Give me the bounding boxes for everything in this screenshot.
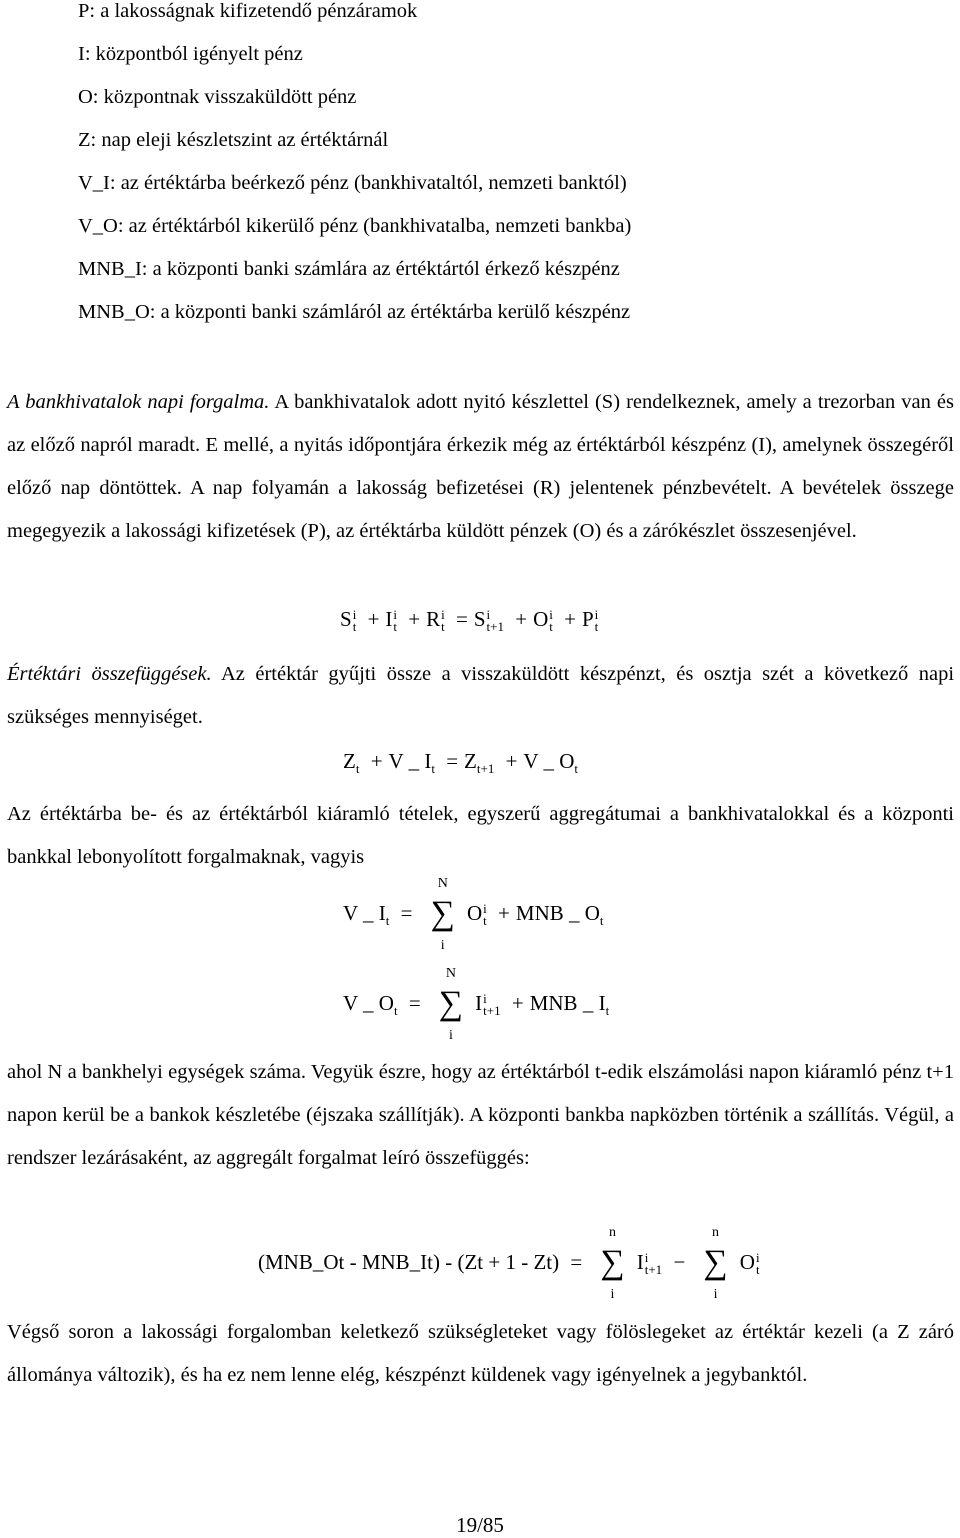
sum-icon: n ∑ i [600, 1225, 625, 1302]
definition-line: O: központnak visszaküldött pénz [78, 86, 357, 108]
paragraph-text: A bankhivatalok adott nyitó készlettel (S) rendelkeznek, amely a trezorban van és az előző napról maradt. E mellé, a nyitás időpontjára érkezik még az értéktárból készpénz (I), amelynek összegéről előző nap döntöttek. A nap folyamán a lakosság befizetései (R) jelentenek pénzbevételt. A bevételek összege megegyezik a lakossági kifizetések (P), az értéktárba küldött pénzek (O) és a zárókészlet összesenjével. [7, 391, 954, 542]
page-number: 19/85 [456, 1513, 504, 1537]
definition-line: I: központból igényelt pénz [78, 43, 303, 65]
sum-icon: N ∑ i [438, 966, 464, 1043]
definition-line: V_I: az értéktárba beérkező pénz (bankhivataltól, nemzeti banktól) [78, 172, 627, 194]
definition-line: Z: nap eleji készletszint az értéktárnál [78, 129, 389, 151]
paragraph-bank-offices [7, 381, 954, 553]
definition-line: P: a lakosságnak kifizetendő pénzáramok [78, 0, 418, 22]
definition-line: MNB_O: a központi banki számláról az értéktárba kerülő készpénz [78, 301, 631, 323]
paragraph-heading: A bankhivatalok napi forgalma. [7, 391, 270, 413]
equation-v-o: V _ $O_t$ = N ∑ i Ii t+1 + MNB _ $I_t$ [343, 966, 610, 1043]
equation-v-i: V _ $I_t$ = N ∑ i Oi t + MNB _ $O_t$ [343, 876, 604, 953]
definition-line: V_O: az értéktárból kikerülő pénz (bankhivatalba, nemzeti bankba) [78, 215, 632, 237]
equation-aggregate: (MNB_Ot - MNB_It) - (Zt + 1 - Zt) = n ∑ i Ii t+1 − n ∑ i Oi t [258, 1225, 760, 1302]
sum-icon: n ∑ i [703, 1225, 728, 1302]
paragraph-text: Az értéktár gyűjti össze a visszaküldött készpénzt, és osztja szét a következő napi szükséges mennyiséget. [7, 663, 955, 728]
paragraph-conclusion: Végső soron a lakossági forgalomban keletkező szükségleteket vagy fölöslegeket az értéktár kezeli (a Z záró állománya változik), és ha ez nem lenne elég, készpénzt küldenek vagy igényelnek a jegybanktól. [7, 1321, 954, 1386]
equation-vault-balance: $Z_t + V$ _ $I_t = Z_{t+1} + V$ _ $O_t$ [343, 749, 578, 777]
equation-bank-balance: Si t + Ii t + Ri t = Si t+1 + Oi t + Pi t [340, 607, 599, 635]
definition-line: MNB_I: a központi banki számlára az értéktártól érkező készpénz [78, 258, 620, 280]
sum-icon: N ∑ i [430, 876, 455, 953]
paragraph-aggregates: Az értéktárba be- és az értéktárból kiáramló tételek, egyszerű aggregátumai a bankhivatalokkal és a központi bankkal lebonyolított forgalmaknak, vagyis [7, 803, 954, 868]
paragraph-heading: Értéktári összefüggések. [7, 663, 212, 685]
paragraph-vault [7, 653, 954, 739]
paragraph-network: ahol N a bankhelyi egységek száma. Vegyük észre, hogy az értéktárból t-edik elszámolási napon kiáramló pénz t+1 napon kerül be a bankok készletébe (éjszaka szállítják). A központi bankba napközben történik a szállítás. Végül, a rendszer lezárásaként, az aggregált forgalmat leíró összefüggés: [7, 1061, 954, 1169]
